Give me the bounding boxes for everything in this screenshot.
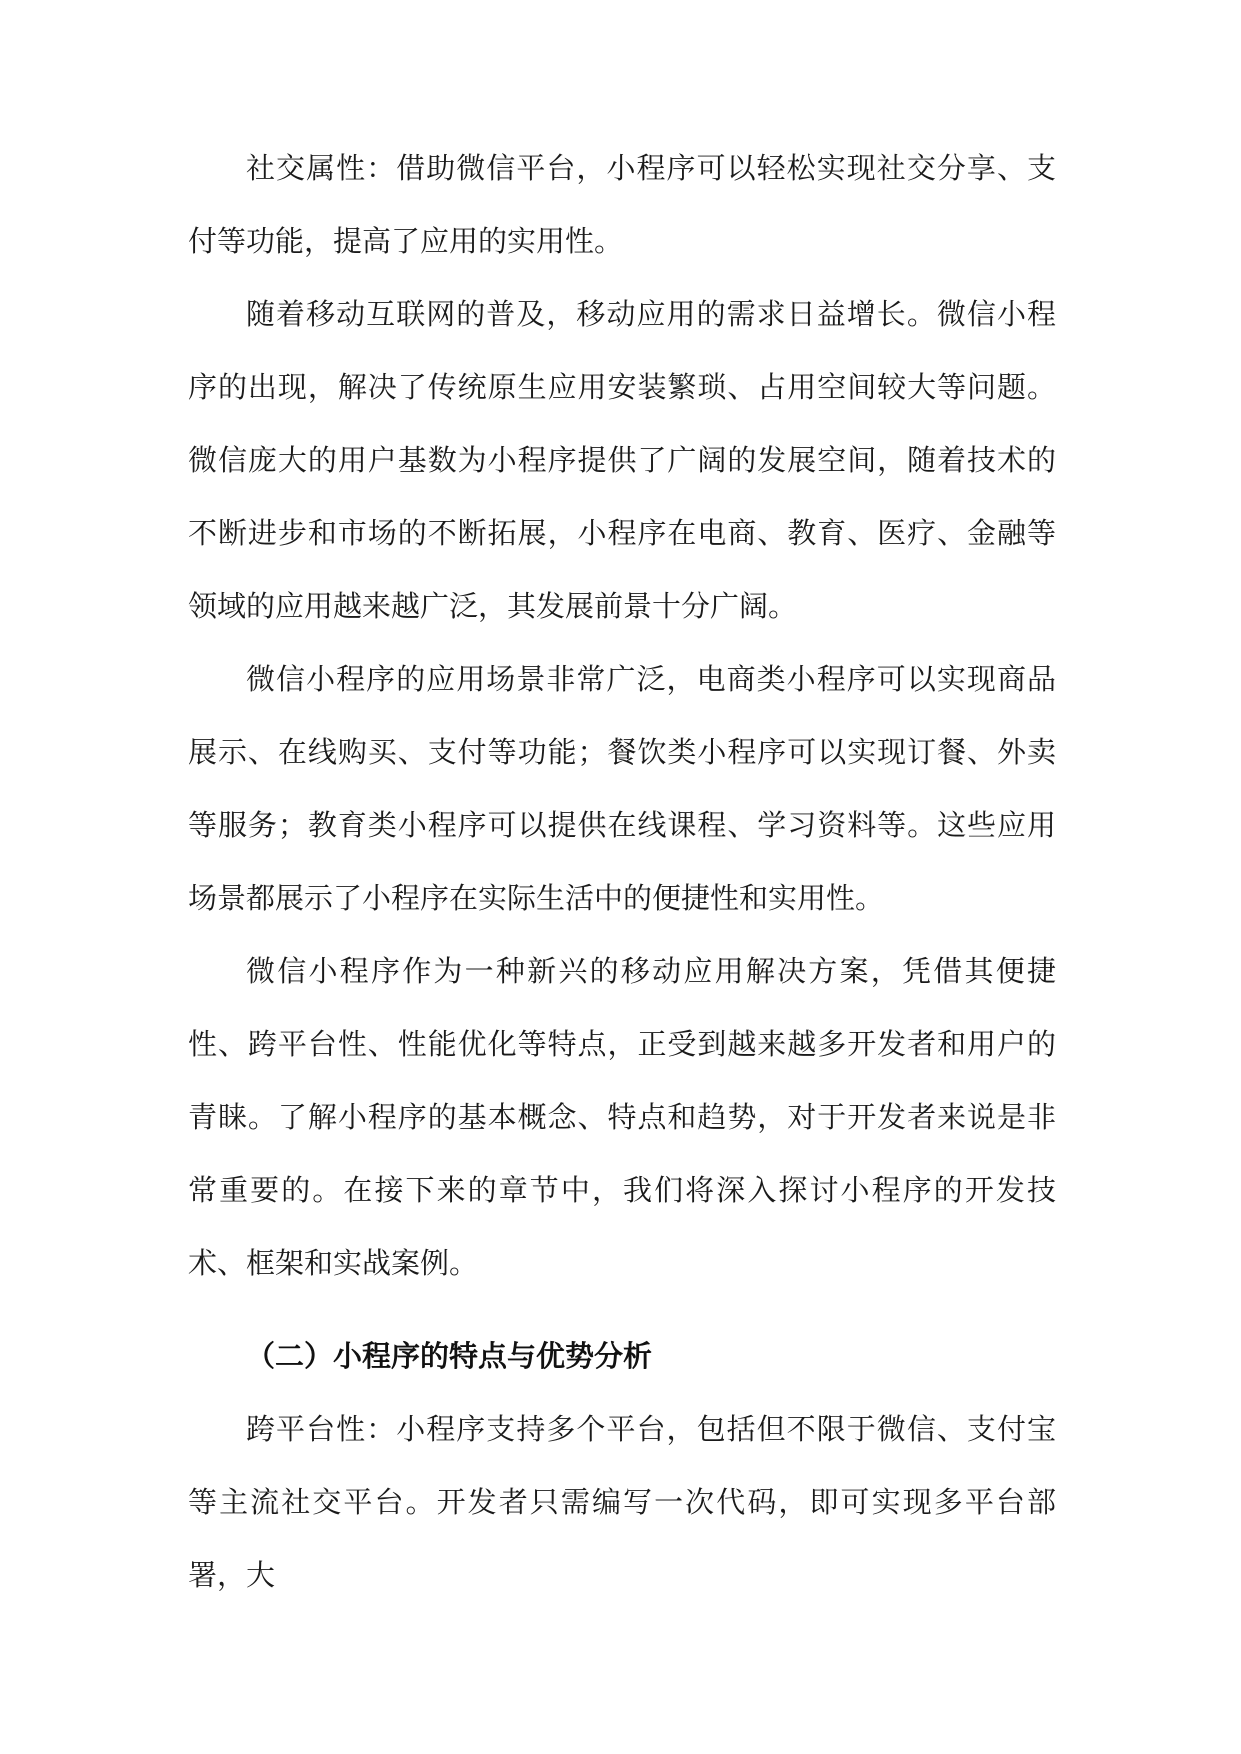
paragraph-cross-platform: 跨平台性：小程序支持多个平台，包括但不限于微信、支付宝等主流社交平台。开发者只需编写一次代码，即可实现多平台部署，大 [188, 1412, 1056, 1592]
document-body [188, 132, 1056, 1612]
paragraph-application-scenarios: 微信小程序的应用场景非常广泛，电商类小程序可以实现商品展示、在线购买、支付等功能；餐饮类小程序可以实现订餐、外卖等服务；教育类小程序可以提供在线课程、学习资料等。这些应用场景都展示了小程序在实际生活中的便捷性和实用性。 [188, 662, 1056, 915]
paragraph-social-attribute: 社交属性：借助微信平台，小程序可以轻松实现社交分享、支付等功能，提高了应用的实用性。 [188, 151, 1056, 258]
paragraph-summary: 微信小程序作为一种新兴的移动应用解决方案，凭借其便捷性、跨平台性、性能优化等特点，正受到越来越多开发者和用户的青睐。了解小程序的基本概念、特点和趋势，对于开发者来说是非常重要的。在接下来的章节中，我们将深入探讨小程序的开发技术、框架和实战案例。 [188, 954, 1056, 1280]
paragraph-background: 随着移动互联网的普及，移动应用的需求日益增长。微信小程序的出现，解决了传统原生应用安装繁琐、占用空间较大等问题。微信庞大的用户基数为小程序提供了广阔的发展空间，随着技术的不断进步和市场的不断拓展，小程序在电商、教育、医疗、金融等领域的应用越来越广泛，其发展前景十分广阔。 [188, 297, 1056, 623]
section-heading: （二）小程序的特点与优势分析 [246, 1339, 653, 1373]
